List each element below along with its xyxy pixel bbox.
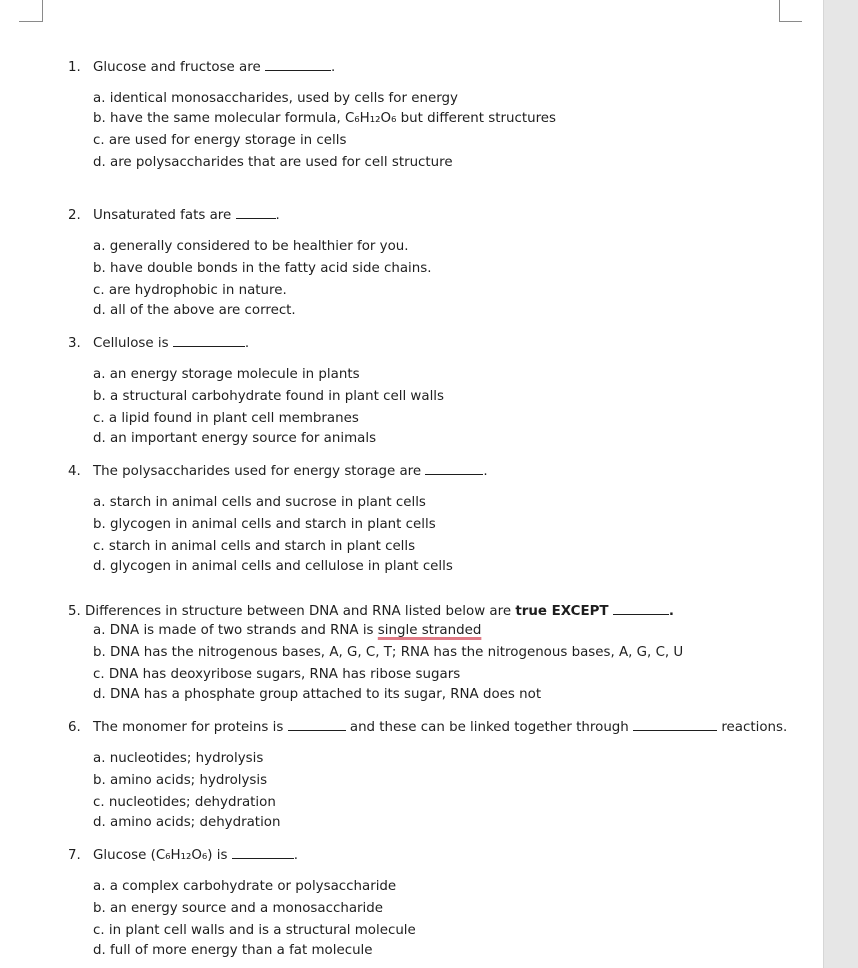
question-stem-end: reactions. — [721, 720, 788, 735]
option: c. are used for energy storage in cells — [93, 133, 347, 148]
option: b. amino acids; hydrolysis — [93, 773, 268, 788]
question-stem: Differences in structure between DNA and RNA listed below are — [85, 604, 512, 619]
answer-blank — [613, 603, 669, 615]
option: a. generally considered to be healthier for you. — [93, 239, 409, 254]
option: a. a complex carbohydrate or polysaccharide — [93, 879, 397, 894]
question-7 — [68, 847, 298, 863]
question-6 — [68, 719, 787, 735]
stem-end: . — [293, 848, 298, 863]
question-number: 5. — [68, 604, 81, 619]
question-stem: Unsaturated fats are — [93, 208, 232, 223]
option: c. a lipid found in plant cell membranes — [93, 411, 359, 426]
question-number: 4. — [68, 464, 81, 479]
answer-blank — [425, 463, 483, 475]
page-edge — [823, 0, 858, 968]
answer-blank — [232, 847, 294, 859]
option: a. nucleotides; hydrolysis — [93, 751, 264, 766]
question-stem-emphasis: true EXCEPT — [515, 604, 609, 619]
option: a. starch in animal cells and sucrose in plant cells — [93, 495, 426, 510]
stem-end: . — [668, 604, 674, 619]
answer-blank — [633, 719, 717, 731]
question-2 — [68, 207, 280, 223]
answer-blank — [173, 335, 245, 347]
option — [93, 623, 481, 638]
stem-end: . — [330, 60, 336, 75]
stem-end: . — [483, 464, 488, 479]
question-stem: Glucose and fructose are — [93, 60, 261, 75]
answer-blank — [265, 59, 331, 71]
option: a. identical monosaccharides, used by cells for energy — [93, 91, 458, 106]
question-5 — [68, 603, 674, 619]
question-number: 7. — [68, 848, 81, 863]
option: b. glycogen in animal cells and starch in plant cells — [93, 517, 436, 532]
option: b. have the same molecular formula, C₆H₁₂O₆ but different structures — [93, 111, 557, 126]
option: d. DNA has a phosphate group attached to its sugar, RNA does not — [93, 687, 542, 702]
crop-mark-top-right — [779, 21, 802, 22]
spellcheck-flagged-text[interactable]: single stranded — [377, 623, 482, 638]
option: d. glycogen in animal cells and cellulose in plant cells — [93, 559, 453, 574]
question-4 — [68, 463, 488, 479]
question-number: 3. — [68, 336, 81, 351]
question-number: 1. — [68, 60, 81, 75]
option-text: a. DNA is made of two strands and RNA is — [93, 623, 374, 638]
stem-end: . — [275, 208, 280, 223]
question-stem: The monomer for proteins is — [93, 720, 284, 735]
option: b. an energy source and a monosaccharide — [93, 901, 383, 916]
option: d. are polysaccharides that are used for cell structure — [93, 155, 453, 170]
question-number: 6. — [68, 720, 81, 735]
question-number: 2. — [68, 208, 81, 223]
option: c. are hydrophobic in nature. — [93, 283, 287, 298]
question-3 — [68, 335, 249, 351]
option: c. nucleotides; dehydration — [93, 795, 276, 810]
option: d. an important energy source for animals — [93, 431, 377, 446]
option: d. amino acids; dehydration — [93, 815, 281, 830]
answer-blank — [288, 719, 346, 731]
question-stem: The polysaccharides used for energy storage are — [93, 464, 422, 479]
option: b. DNA has the nitrogenous bases, A, G, C, T; RNA has the nitrogenous bases, A, G, C, U — [93, 645, 684, 660]
question-stem: Cellulose is — [93, 336, 169, 351]
crop-mark-top-left — [42, 0, 43, 22]
question-1 — [68, 59, 335, 75]
stem-end: . — [244, 336, 250, 351]
option: c. in plant cell walls and is a structural molecule — [93, 923, 416, 938]
crop-mark-top-left — [19, 21, 43, 22]
option: a. an energy storage molecule in plants — [93, 367, 360, 382]
option: c. starch in animal cells and starch in plant cells — [93, 539, 416, 554]
option: b. a structural carbohydrate found in plant cell walls — [93, 389, 445, 404]
question-stem: Glucose (C₆H₁₂O₆) is — [93, 848, 228, 863]
question-stem-middle: and these can be linked together through — [349, 720, 629, 735]
option: b. have double bonds in the fatty acid side chains. — [93, 261, 432, 276]
option: d. all of the above are correct. — [93, 303, 296, 318]
answer-blank — [236, 207, 276, 219]
option: c. DNA has deoxyribose sugars, RNA has ribose sugars — [93, 667, 461, 682]
crop-mark-top-right — [779, 0, 780, 22]
option: d. full of more energy than a fat molecule — [93, 943, 373, 958]
